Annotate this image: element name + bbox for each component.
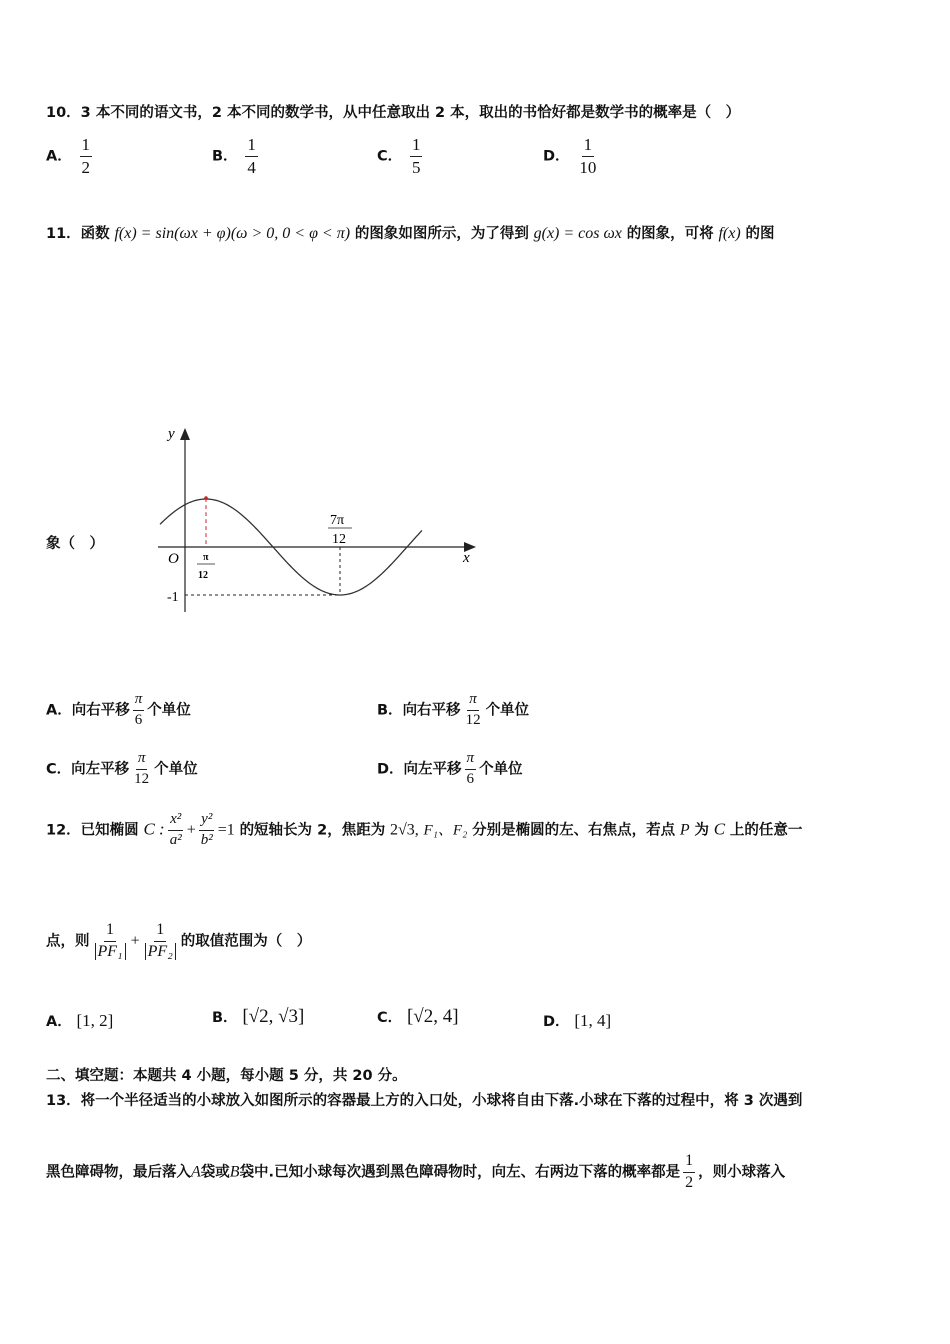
fraction: $\frac{\pi}{6}$: [134, 691, 143, 728]
minus-one-label: -1: [167, 590, 179, 605]
q10-option-c[interactable]: [377, 136, 425, 177]
q12-option-d[interactable]: D． [1, 4]: [543, 1011, 612, 1030]
origin-label: O: [168, 551, 179, 567]
formula-g: g(x) = cos ωx: [533, 225, 622, 242]
q12-stem: 12．已知椭圆 C : $\frac{\text{x²}}{\text{a²}}$ + $\frac{\text{y²}}{\text{b²}}$ =1 的短轴长为 2，焦距为 2√3, F₁、F₂ 分别是椭圆的左、右焦点，若点 P 为 C 上的任意一: [46, 811, 803, 848]
q11-stem-continued: 象（ ）: [46, 536, 104, 552]
trough-x-den: 12: [332, 532, 346, 547]
q11-option-c[interactable]: C．向左平移 $\frac{\pi}{12}$ 个单位: [46, 750, 198, 787]
fraction: $\frac{1}{5}$: [411, 135, 421, 177]
q12-option-b[interactable]: B． [√2, √3]: [212, 1006, 305, 1027]
fraction: $\frac{\pi}{12}$: [134, 750, 150, 787]
q10-option-d[interactable]: [543, 136, 601, 177]
y-label: y: [168, 426, 175, 442]
fraction: $\frac{\pi}{6}$: [466, 750, 475, 787]
peak-point: [204, 496, 208, 500]
q10-option-a[interactable]: [46, 136, 95, 177]
fraction-pf1: $\frac{1}{\text{PF₁}}$: [93, 922, 128, 961]
option-label: C．: [377, 148, 403, 165]
q11-stem: 11．函数 f(x) = sin(ωx + φ)(ω > 0, 0 < φ < π) 的图象如图所示，为了得到 g(x) = cos ωx 的图象，可将 f(x) 的图: [46, 225, 775, 242]
x-label: x: [463, 550, 470, 566]
fraction: $\frac{1}{2}$: [81, 135, 91, 177]
q13-stem-continued: 黑色障碍物，最后落入A袋或B袋中.已知小球每次遇到黑色障碍物时，向左、右两边下落的概率都是 $\frac{1}{2}$ ，则小球落入: [46, 1152, 786, 1191]
q10-stem: 10．3 本不同的语文书，2 本不同的数学书，从中任意取出 2 本，取出的书恰好都是数学书的概率是（ ）: [46, 105, 741, 121]
fraction-half: $\frac{1}{2}$: [685, 1152, 694, 1191]
fraction: $\frac{1}{10}$: [579, 135, 597, 177]
q12-option-a[interactable]: A． [1, 2]: [46, 1011, 114, 1030]
q12-stem-continued: 点，则 $\frac{1}{\text{PF₁}}$ + $\frac{1}{\text{PF₂}}$ 的取值范围为（ ）: [46, 921, 312, 960]
q11-option-d[interactable]: D．向左平移 $\frac{\pi}{6}$ 个单位: [377, 750, 523, 787]
peak-x-den: 12: [198, 570, 208, 581]
fraction-pf2: $\frac{1}{\text{PF₂}}$: [143, 922, 178, 961]
fraction: $\frac{\pi}{12}$: [465, 691, 481, 728]
trough-x-num: 7π: [330, 513, 345, 528]
fraction: $\frac{1}{4}$: [247, 135, 256, 177]
formula-f: f(x) = sin(ωx + φ)(ω > 0, 0 < φ < π): [114, 225, 351, 242]
q10-option-b[interactable]: [212, 136, 261, 177]
q12-option-c[interactable]: C． [√2, 4]: [377, 1006, 459, 1027]
fraction-x: $\frac{\text{x²}}{\text{a²}}$: [169, 811, 182, 848]
fraction-y: $\frac{\text{y²}}{\text{b²}}$: [200, 811, 213, 848]
q11-sine-graph: [150, 420, 480, 620]
peak-x-num: π: [203, 552, 209, 563]
option-label: D．: [543, 148, 570, 165]
q13-stem: 13．将一个半径适当的小球放入如图所示的容器最上方的入口处，小球将自由下落.小球在下落的过程中，将 3 次遇到: [46, 1093, 803, 1109]
y-axis-arrow-icon: [180, 428, 190, 440]
section-heading: 二、填空题：本题共 4 小题，每小题 5 分，共 20 分。: [46, 1068, 407, 1084]
formula-f-short: f(x): [718, 225, 741, 242]
q11-option-b[interactable]: B．向右平移 $\frac{\pi}{12}$ 个单位: [377, 691, 530, 728]
q11-option-a[interactable]: A．向右平移 $\frac{\pi}{6}$ 个单位: [46, 691, 191, 728]
option-label: A．: [46, 148, 72, 165]
option-label: B．: [212, 148, 238, 165]
